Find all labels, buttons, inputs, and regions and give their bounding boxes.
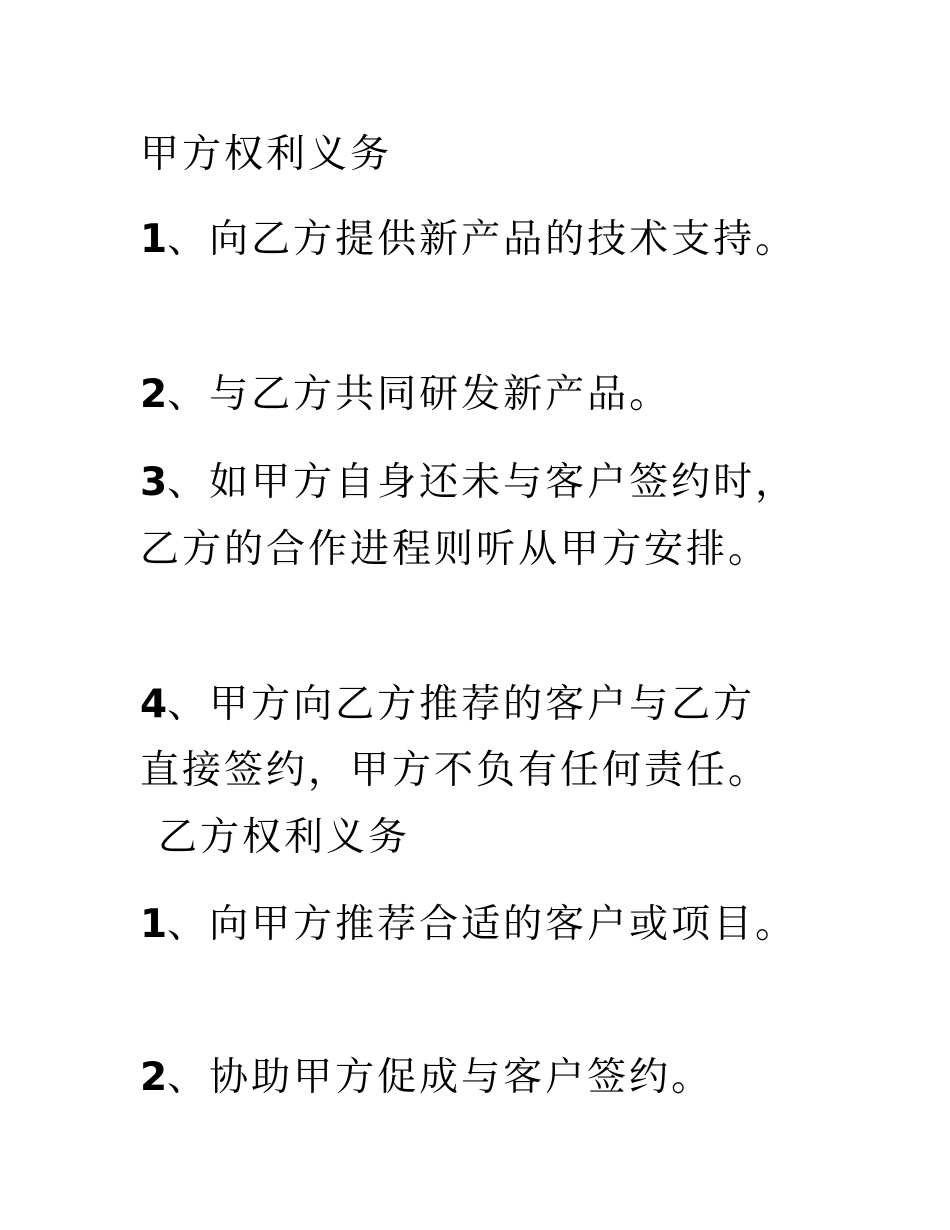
item-number: 4 [140,682,168,727]
item-text: 、如甲方自身还未与客户签约时， [167,460,798,505]
item-number: 1 [140,902,168,947]
item-text: 、向乙方提供新产品的技术支持。 [167,217,798,262]
party-a-item-1 [140,215,797,265]
party-b-item-2 [140,1053,713,1103]
party-a-item-2 [140,370,671,420]
party-b-heading: 乙方权利义务 [158,815,411,860]
party-a-item-3 [140,458,797,508]
item-text: 、协助甲方促成与客户签约。 [167,1055,714,1100]
item-number: 3 [140,460,168,505]
item-number: 1 [140,217,168,262]
item-text: 、甲方向乙方推荐的客户与乙方 [167,682,756,727]
item-number: 2 [140,1055,168,1100]
item-text: 、与乙方共同研发新产品。 [167,372,672,417]
party-b-item-1 [140,900,797,950]
item-text: 、向甲方推荐合适的客户或项目。 [167,902,798,947]
party-a-heading: 甲方权利义务 [140,132,393,177]
item-number: 2 [140,372,168,417]
party-a-item-3-continued: 乙方的合作进程则听从甲方安排。 [140,527,771,572]
party-a-item-4-continued: 直接签约，甲方不负有任何责任。 [140,748,771,793]
party-a-item-4 [140,680,755,730]
